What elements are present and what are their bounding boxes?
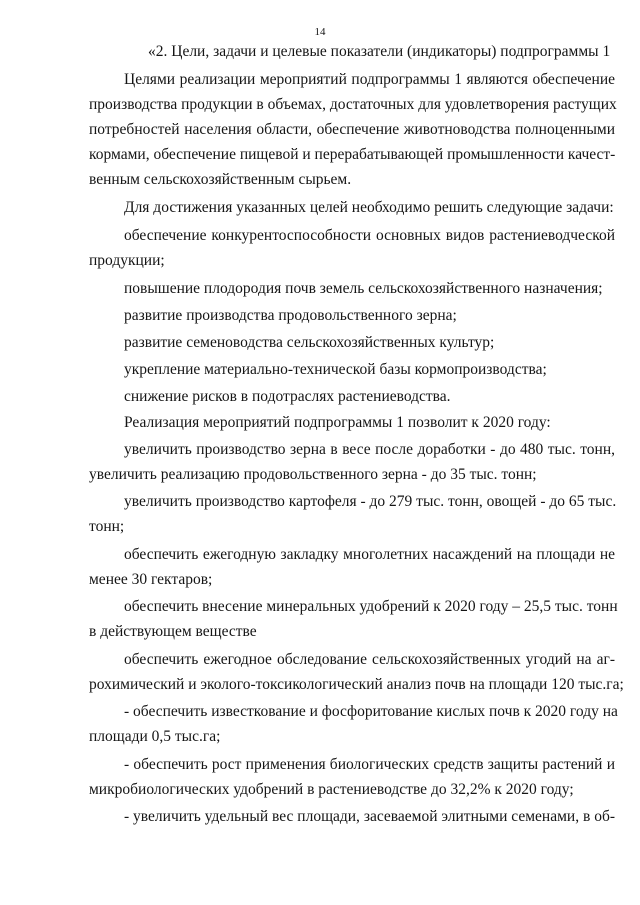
- text-line: развитие семеноводства сельскохозяйственных культур;: [124, 334, 495, 351]
- text-line: рохимический и эколого-токсикологический анализ почв на площади 120 тыс.га;: [89, 676, 624, 693]
- text-line: увеличить производство зерна в весе после доработки - до 480 тыс. тонн,: [124, 441, 615, 458]
- text-line: продукции;: [89, 252, 165, 269]
- text-line: - обеспечить известкование и фосфоритование кислых почв к 2020 году на: [124, 703, 618, 720]
- text-line: повышение плодородия почв земель сельскохозяйственного назначения;: [124, 280, 603, 297]
- text-line: микробиологических удобрений в растениеводстве до 32,2% к 2020 году;: [89, 781, 574, 798]
- text-line: - обеспечить рост применения биологических средств защиты растений и: [124, 756, 615, 773]
- text-line: укрепление материально-технической базы кормопроизводства;: [124, 361, 547, 378]
- text-line: потребностей населения области, обеспечение животноводства полноценными: [89, 121, 615, 138]
- text-line: менее 30 гектаров;: [89, 571, 213, 588]
- text-line: обеспечить ежегодное обследование сельскохозяйственных угодий на аг-: [124, 651, 615, 668]
- text-line: увеличить реализацию продовольственного зерна - до 35 тыс. тонн;: [89, 466, 537, 483]
- text-line: в действующем веществе: [89, 623, 257, 640]
- text-line: Для достижения указанных целей необходимо решить следующие задачи:: [124, 199, 614, 216]
- text-line: кормами, обеспечение пищевой и перерабатывающей промышленности качест-: [89, 146, 616, 163]
- text-line: обеспечение конкурентоспособности основных видов растениеводческой: [124, 227, 615, 244]
- text-line: обеспечить внесение минеральных удобрений к 2020 году – 25,5 тыс. тонн: [124, 598, 618, 615]
- text-line: - увеличить удельный вес площади, засеваемой элитными семенами, в об-: [124, 808, 615, 825]
- text-line: увеличить производство картофеля - до 279 тыс. тонн, овощей - до 65 тыс.: [124, 493, 617, 510]
- text-line: производства продукции в объемах, достаточных для удовлетворения растущих: [89, 96, 617, 113]
- text-line: Целями реализации мероприятий подпрограммы 1 являются обеспечение: [124, 71, 615, 88]
- text-line: обеспечить ежегодную закладку многолетних насаждений на площади не: [124, 546, 615, 563]
- section-heading: «2. Цели, задачи и целевые показатели (индикаторы) подпрограммы 1: [148, 43, 611, 60]
- text-line: тонн;: [89, 518, 125, 535]
- page-number: 14: [314, 26, 326, 38]
- text-line: венным сельскохозяйственным сырьем.: [89, 171, 352, 188]
- text-line: развитие производства продовольственного зерна;: [124, 307, 457, 324]
- text-line: Реализация мероприятий подпрограммы 1 позволит к 2020 году:: [124, 414, 551, 431]
- text-line: площади 0,5 тыс.га;: [89, 728, 221, 745]
- text-line: снижение рисков в подотраслях растениеводства.: [124, 388, 451, 405]
